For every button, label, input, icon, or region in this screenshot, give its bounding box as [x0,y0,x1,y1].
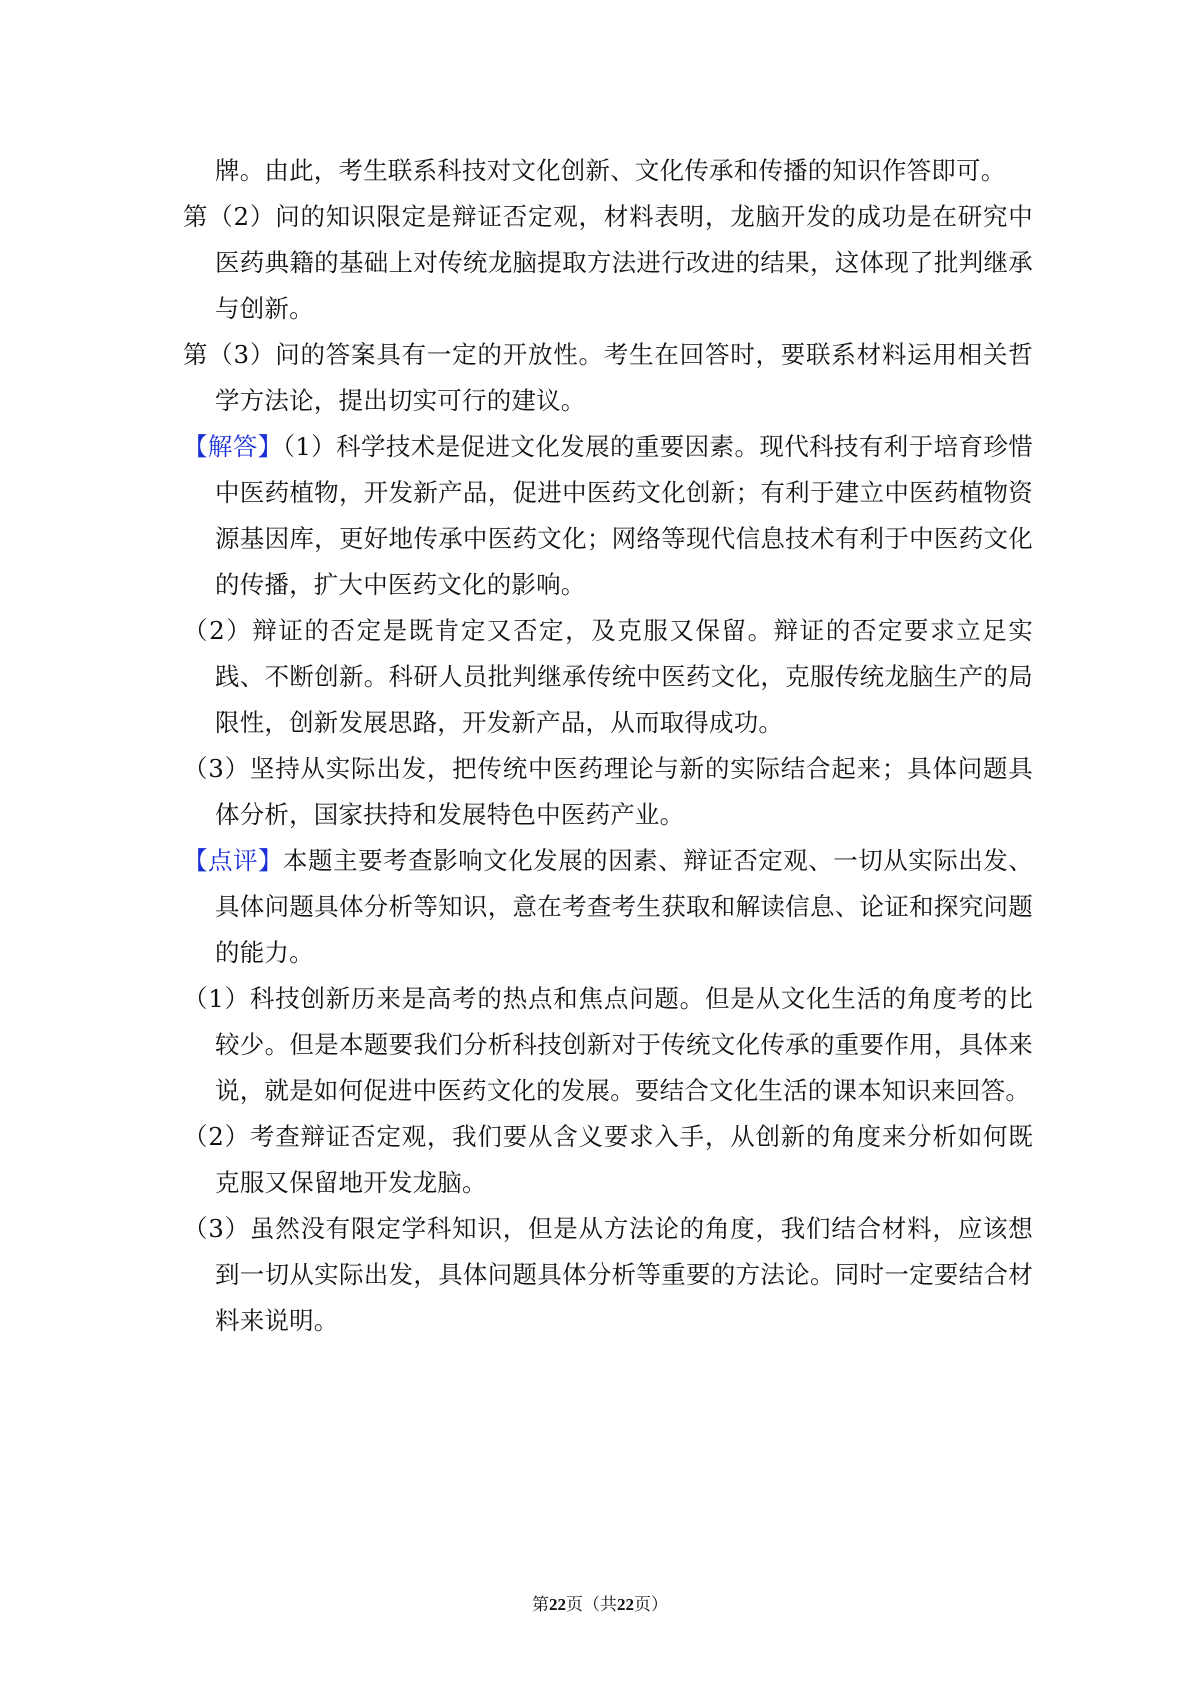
page-footer [0,1590,1200,1615]
analysis-q2: 第（2）问的知识限定是辩证否定观，材料表明，龙脑开发的成功是在研究中医药典籍的基础上对传统龙脑提取方法进行改进的结果，这体现了批判继承与创新。 [183,202,1033,323]
review-q1: （1）科技创新历来是高考的热点和焦点问题。但是从文化生活的角度考的比较少。但是本题要我们分析科技创新对于传统文化传承的重要作用，具体来说，就是如何促进中医药文化的发展。要结合文化生活的课本知识来回答。 [183,984,1033,1105]
footer-total-pages: 22 [617,1595,634,1614]
page-content [183,148,1033,1344]
answer-q1: （1）科学技术是促进文化发展的重要因素。现代科技有利于培育珍惜中医药植物，开发新产品，促进中医药文化创新；有利于建立中医药植物资源基因库，更好地传承中医药文化；网络等现代信息技术有利于中医药文化的传播，扩大中医药文化的影响。 [215,432,1033,599]
review-intro: 本题主要考查影响文化发展的因素、辩证否定观、一切从实际出发、具体问题具体分析等知识，意在考查考生获取和解读信息、论证和探究问题的能力。 [215,846,1033,967]
footer-middle: 页（共 [566,1595,617,1615]
review-tag: 【点评】 [183,846,284,875]
answer-q3: （3）坚持从实际出发，把传统中医药理论与新的实际结合起来；具体问题具体分析，国家扶持和发展特色中医药产业。 [183,754,1033,829]
answer-section [183,424,1033,608]
answer-q2: （2）辩证的否定是既肯定又否定，及克服又保留。辩证的否定要求立足实践、不断创新。科研人员批判继承传统中医药文化，克服传统龙脑生产的局限性，创新发展思路，开发新产品，从而取得成功。 [183,616,1033,737]
analysis-q3: 第（3）问的答案具有一定的开放性。考生在回答时，要联系材料运用相关哲学方法论，提出切实可行的建议。 [183,340,1033,415]
footer-prefix: 第 [532,1595,549,1615]
analysis-continuation: 牌。由此，考生联系科技对文化创新、文化传承和传播的知识作答即可。 [215,156,1006,185]
footer-page-number: 22 [549,1595,566,1614]
review-q2: （2）考查辩证否定观，我们要从含义要求入手，从创新的角度来分析如何既克服又保留地开发龙脑。 [183,1122,1033,1197]
review-section [183,838,1033,976]
answer-tag: 【解答】 [183,432,283,461]
footer-suffix: 页） [634,1595,668,1615]
review-q3: （3）虽然没有限定学科知识，但是从方法论的角度，我们结合材料，应该想到一切从实际出发，具体问题具体分析等重要的方法论。同时一定要结合材料来说明。 [183,1214,1033,1335]
